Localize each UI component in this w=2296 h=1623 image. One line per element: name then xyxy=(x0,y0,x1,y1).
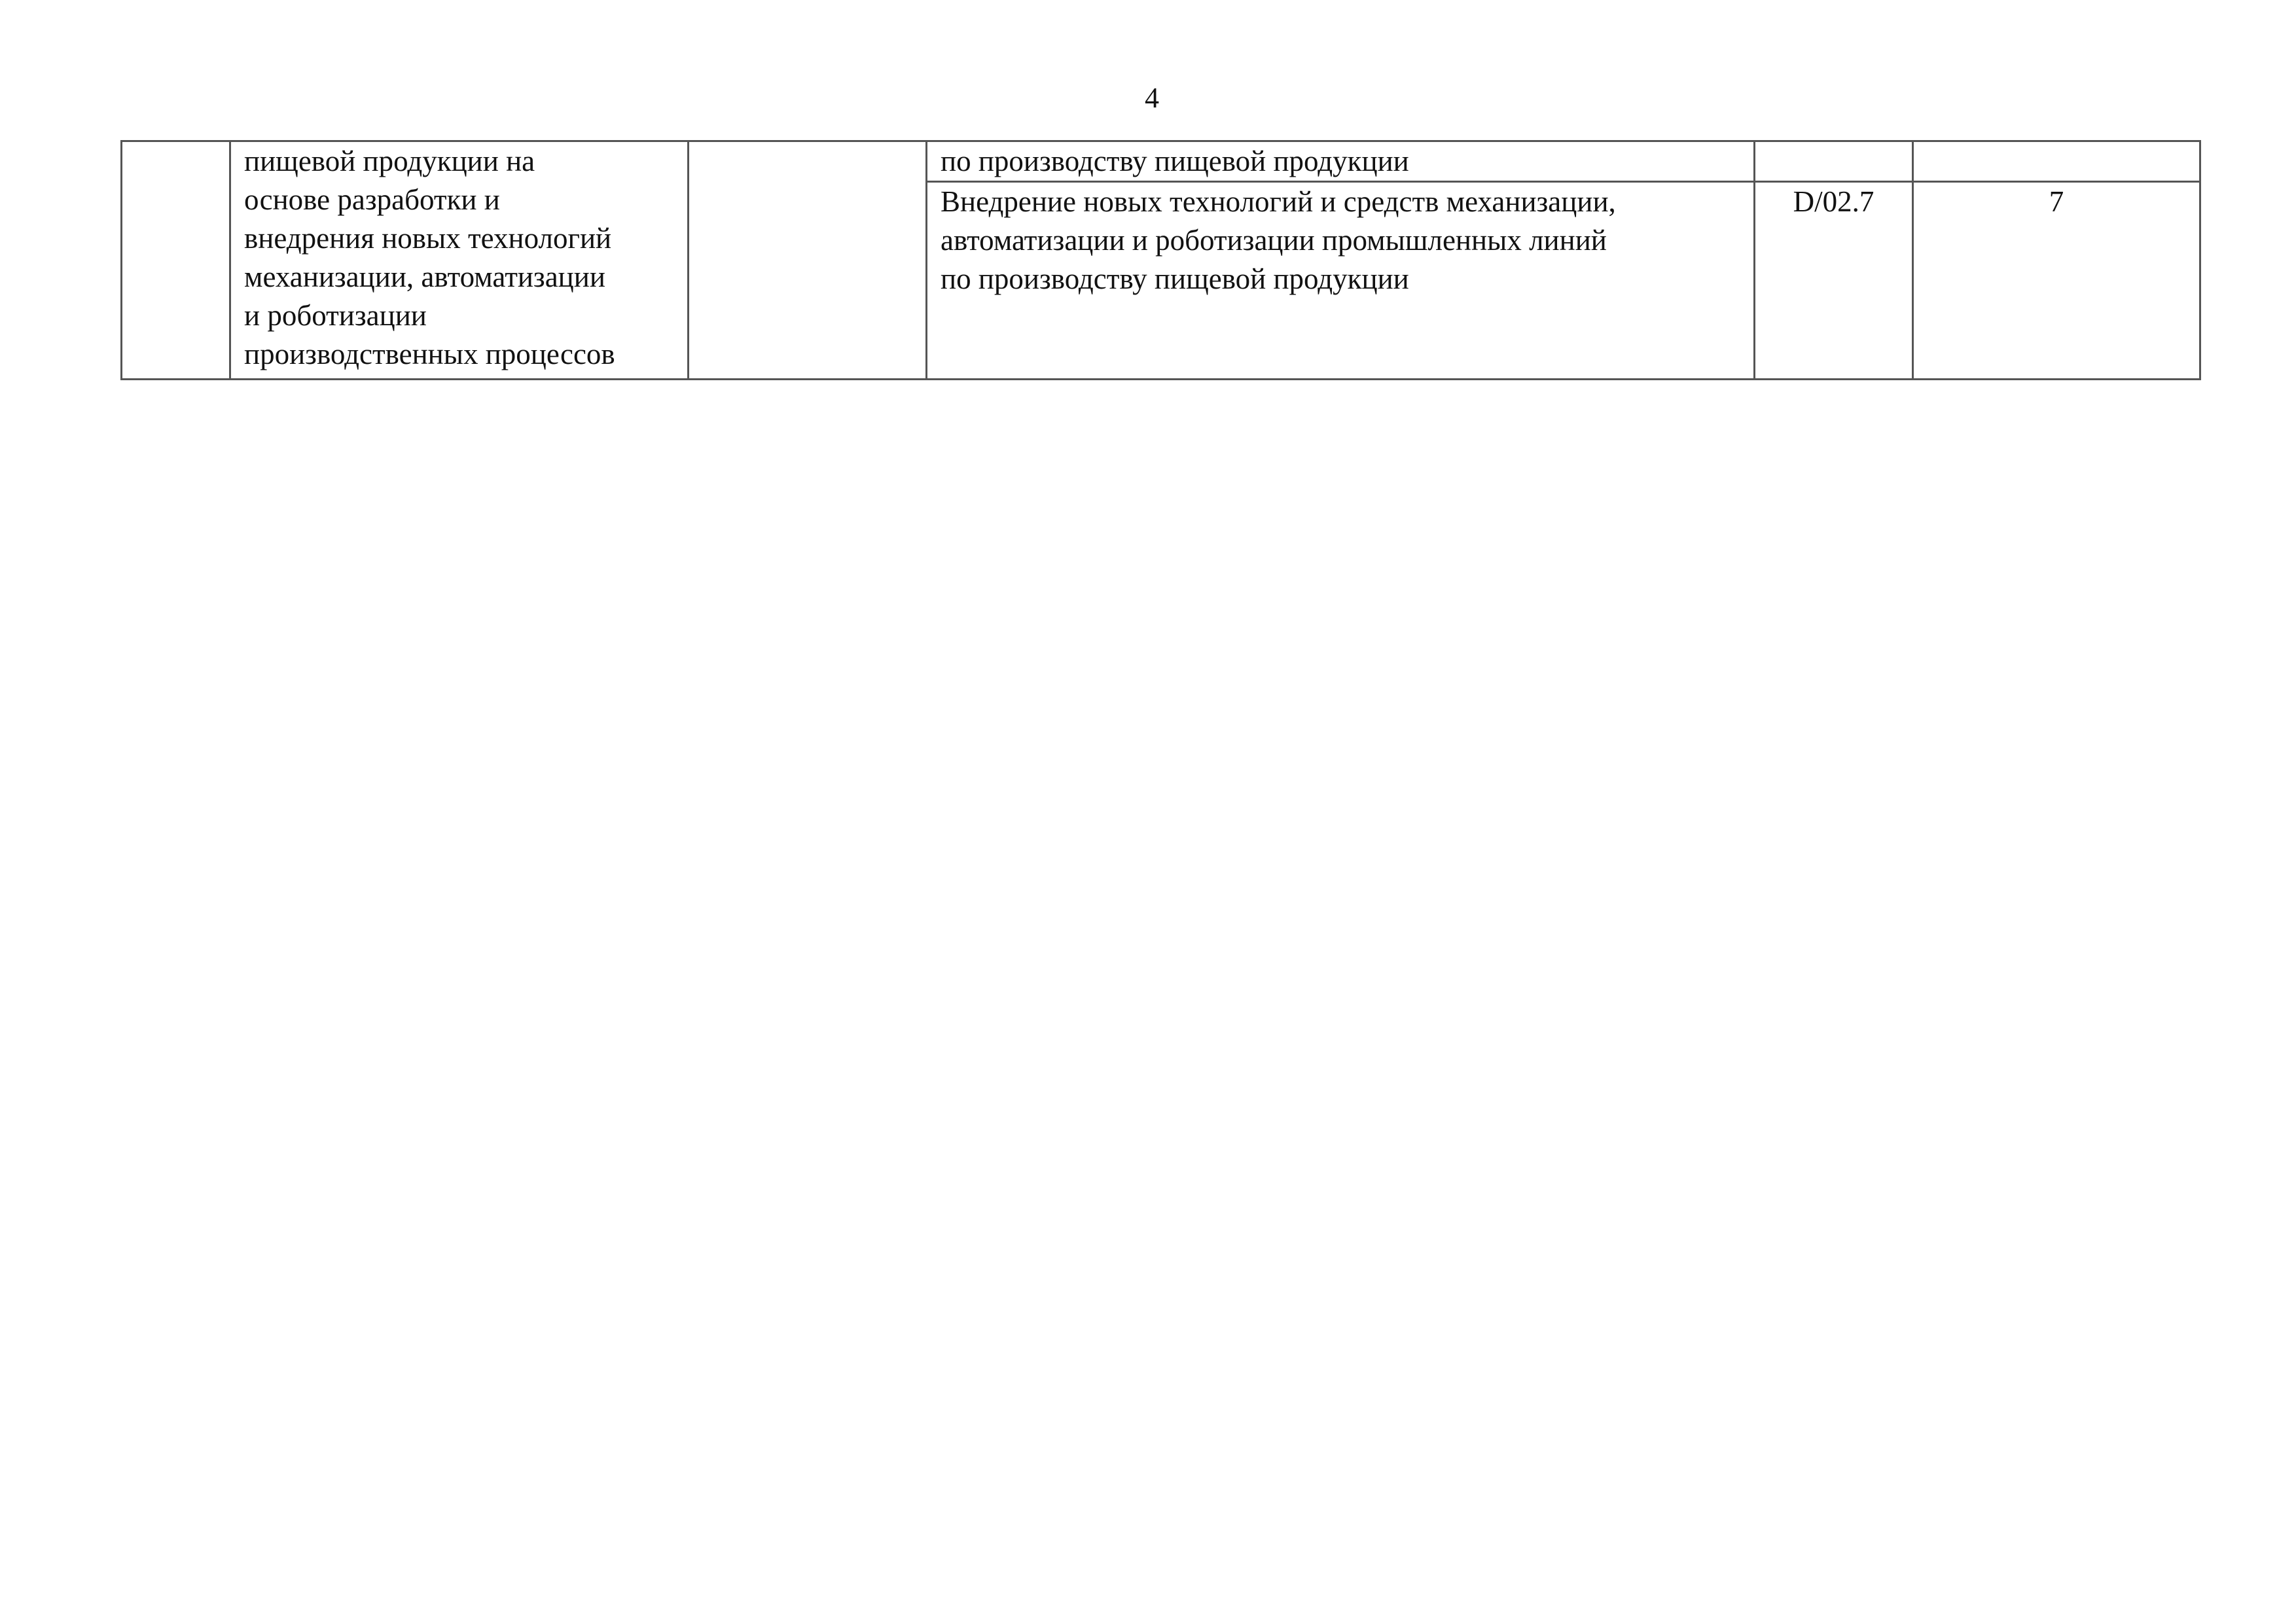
function-code-cell: D/02.7 xyxy=(1755,182,1913,380)
generalized-function-line: внедрения новых технологий xyxy=(244,222,612,255)
generalized-function-line: производственных процессов xyxy=(244,338,615,370)
functions-table xyxy=(120,140,2201,380)
generalized-function-line: механизации, автоматизации xyxy=(244,260,605,293)
qualification-level-cell xyxy=(689,141,927,380)
function-qualification-cell xyxy=(1913,141,2200,182)
generalized-function-cell xyxy=(230,141,689,380)
code-cell xyxy=(122,141,230,380)
table-row xyxy=(122,141,2200,182)
generalized-function-line: пищевой продукции на xyxy=(244,145,535,177)
generalized-function-line: основе разработки и xyxy=(244,183,500,216)
function-code-cell xyxy=(1755,141,1913,182)
labor-function-cell: Внедрение новых технологий и средств механизации, автоматизации и роботизации промышленных линий по производству пищевой продукции xyxy=(927,182,1755,380)
function-qualification-cell: 7 xyxy=(1913,182,2200,380)
labor-function-cell: по производству пищевой продукции xyxy=(927,141,1755,182)
generalized-function-line: и роботизации xyxy=(244,299,427,332)
page-number: 4 xyxy=(1145,82,1159,114)
